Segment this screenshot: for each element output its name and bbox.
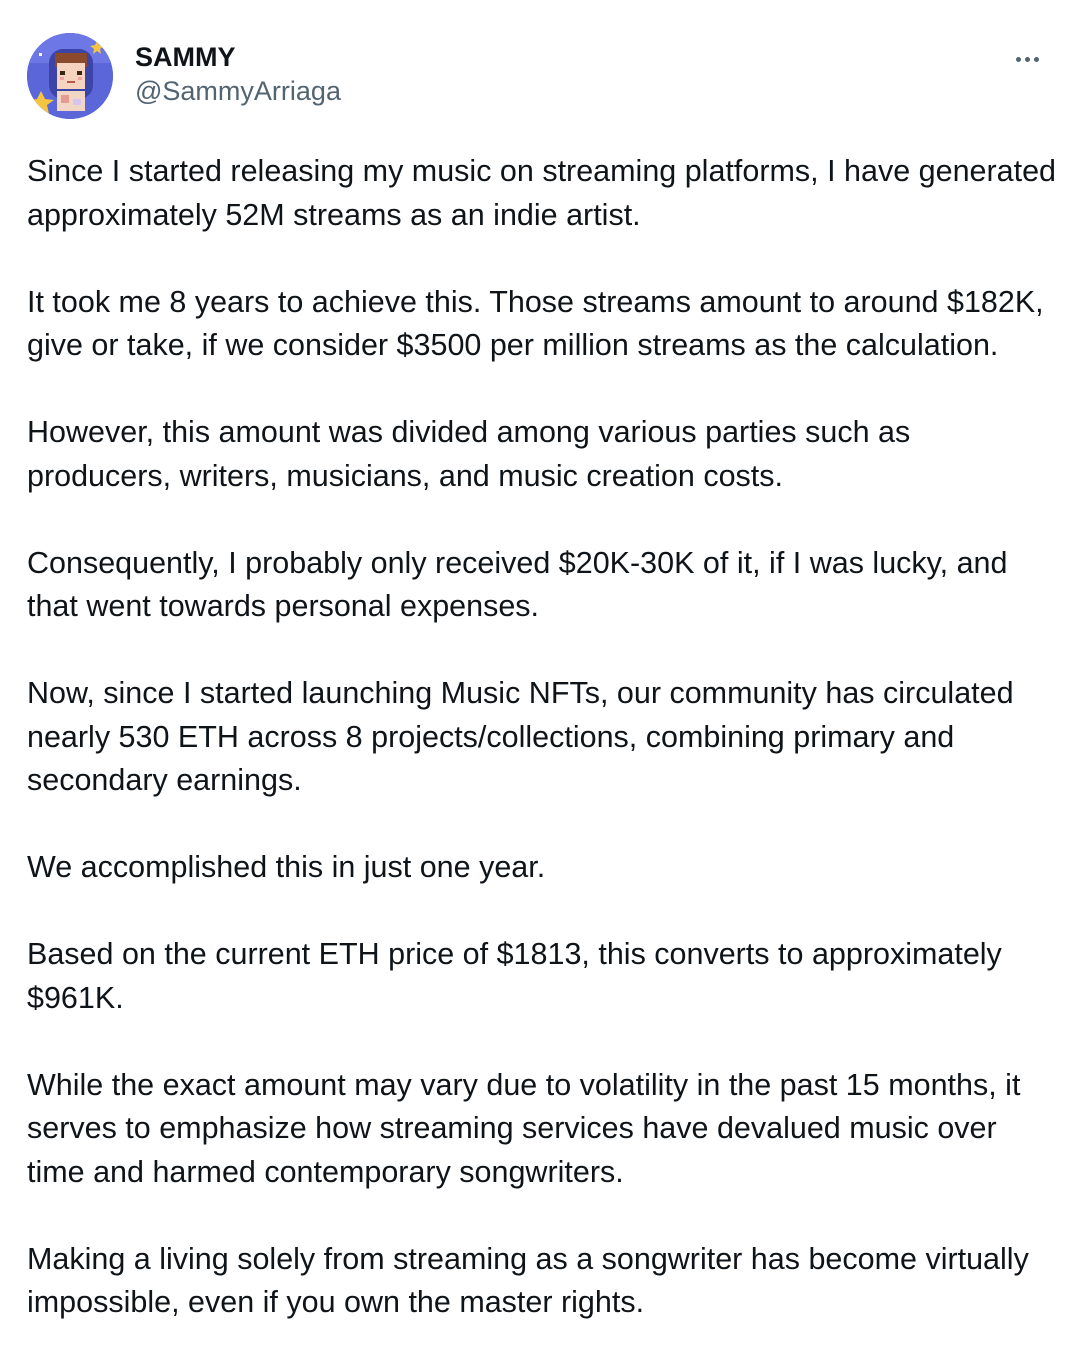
tweet-paragraph: Consequently, I probably only received $20K-30K of it, if I was lucky, and that went towards personal expenses. bbox=[27, 545, 1008, 623]
tweet-paragraph: However, this amount was divided among various parties such as producers, writers, musicians, and music creation costs. bbox=[27, 415, 911, 493]
tweet-paragraph: We accomplished this in just one year. bbox=[27, 850, 546, 884]
avatar[interactable] bbox=[27, 33, 113, 119]
tweet-paragraph: Now, since I started launching Music NFTs, our community has circulated nearly 530 ETH across 8 projects/collections, combining primary and secondary earnings. bbox=[27, 676, 1014, 797]
tweet-paragraph: It took me 8 years to achieve this. Those streams amount to around $182K, give or take, if we consider $3500 per million streams as the calculation. bbox=[27, 284, 1044, 362]
more-options-button[interactable] bbox=[1007, 41, 1047, 77]
ellipsis-horizontal-icon bbox=[1016, 57, 1039, 62]
pixel-art-avatar-icon bbox=[27, 33, 113, 119]
tweet-paragraph: Making a living solely from streaming as a songwriter has become virtually impossible, even if you own the master rights. bbox=[27, 1241, 1029, 1319]
tweet-header bbox=[27, 33, 1047, 123]
author-info bbox=[135, 41, 341, 107]
display-name[interactable]: SAMMY bbox=[135, 42, 236, 72]
user-handle[interactable]: @SammyArriaga bbox=[135, 76, 341, 106]
tweet-paragraph: Based on the current ETH price of $1813, this converts to approximately $961K. bbox=[27, 937, 1002, 1015]
tweet-paragraph: While the exact amount may vary due to volatility in the past 15 months, it serves to emphasize how streaming services have devalued music over time and harmed contemporary songwriters. bbox=[27, 1067, 1021, 1189]
tweet-text bbox=[27, 150, 1057, 1368]
tweet-paragraph: Since I started releasing my music on streaming platforms, I have generated approximately 52M streams as an indie artist. bbox=[27, 154, 1057, 232]
